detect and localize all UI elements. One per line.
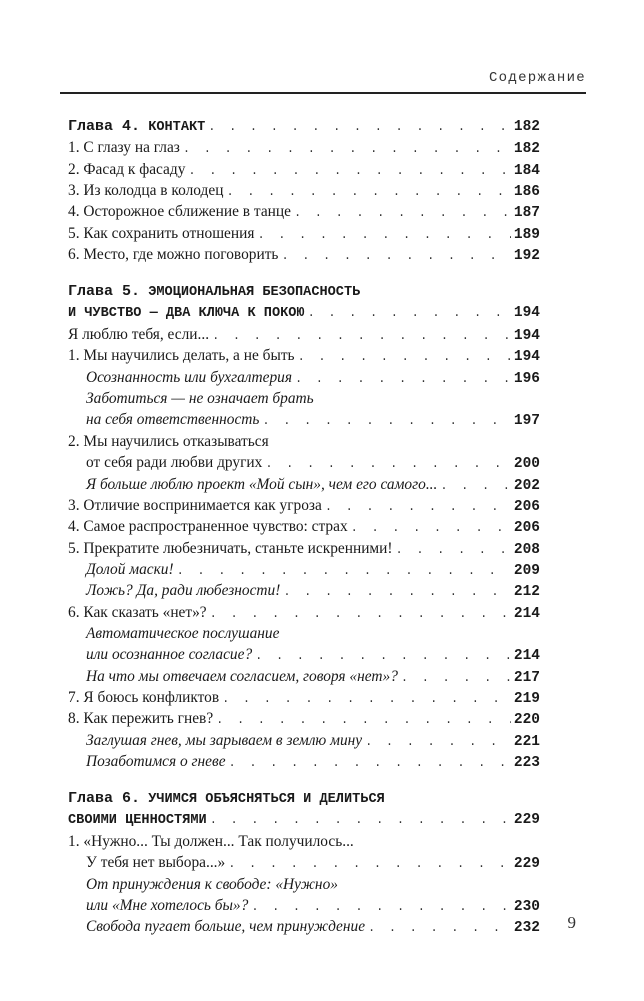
dot-leader	[281, 246, 510, 267]
toc-entry[interactable]	[68, 201, 540, 222]
toc-entry-title: или осознанное согласие?	[86, 646, 253, 664]
toc-entry-title: От принуждения к свободе: «Нужно»	[86, 875, 338, 893]
toc-page-number: 187	[513, 205, 540, 222]
toc-entry-title: 1. Мы научились делать, а не быть	[68, 347, 295, 365]
toc-entry-title: И ЧУВСТВО — ДВА КЛЮЧА К ПОКОЮ	[68, 305, 305, 321]
toc-page-number: 182	[513, 119, 540, 135]
section-gap	[68, 772, 540, 788]
dot-leader	[229, 753, 511, 774]
toc-entry[interactable]	[68, 580, 540, 601]
toc-chapter-title	[68, 116, 205, 138]
toc-entry-title: 4. Осторожное сближение в танце	[68, 203, 291, 221]
toc-entry[interactable]	[68, 623, 540, 644]
toc-chapter-label: Глава 4.	[68, 118, 141, 135]
dot-leader	[265, 454, 511, 475]
dot-leader	[396, 540, 511, 561]
toc-entry[interactable]	[68, 602, 540, 623]
dot-leader	[262, 411, 510, 432]
toc-entry[interactable]	[68, 644, 540, 665]
toc-chapter-heading[interactable]	[68, 810, 540, 831]
section-gap	[68, 265, 540, 281]
toc-entry[interactable]	[68, 916, 540, 937]
toc-page-number: 182	[513, 141, 540, 158]
toc-entry-title: 2. Фасад к фасаду	[68, 160, 186, 178]
toc-entry[interactable]	[68, 244, 540, 265]
toc-page-number: 200	[513, 456, 540, 473]
toc-entry[interactable]	[68, 852, 540, 873]
toc-entry-title: 5. Прекратите любезничать, станьте искренними!	[68, 539, 393, 557]
toc-chapter-heading[interactable]	[68, 788, 540, 809]
toc-entry[interactable]	[68, 159, 540, 180]
toc-entry[interactable]	[68, 516, 540, 537]
toc-page-number: 214	[513, 605, 540, 622]
dot-leader	[228, 854, 511, 875]
toc-entry-title: Позаботимся о гневе	[86, 752, 226, 770]
toc-entry-title: от себя ради любви других	[86, 454, 263, 472]
toc-entry-title: 7. Я боюсь конфликтов	[68, 688, 220, 706]
toc-page-number: 186	[513, 184, 540, 201]
toc-page-number: 214	[513, 648, 540, 665]
toc-entry-title: Я люблю тебя, если...	[68, 326, 210, 344]
dot-leader	[226, 182, 510, 203]
dot-leader	[325, 497, 511, 518]
toc-entry[interactable]	[68, 708, 540, 729]
toc-entry-title: Долой маски!	[86, 560, 174, 578]
toc-entry[interactable]	[68, 495, 540, 516]
dot-leader	[351, 518, 511, 539]
toc-entry-title: Заботиться — не означает брать	[86, 390, 314, 408]
dot-leader	[255, 646, 511, 667]
toc-entry[interactable]	[68, 367, 540, 388]
toc-page-number: 223	[513, 754, 540, 771]
toc-entry-title: 6. Как сказать «нет»?	[68, 603, 207, 621]
page-number: 9	[567, 913, 576, 932]
dot-leader	[212, 326, 511, 347]
toc-entry-title: 3. Из колодца в колодец	[68, 182, 224, 200]
toc-page-number: 219	[513, 690, 540, 707]
toc-entry[interactable]	[68, 538, 540, 559]
toc-chapter-label: Глава 6.	[68, 790, 141, 808]
toc-entry-title: 4. Самое распространенное чувство: страх	[68, 518, 348, 536]
toc-entry[interactable]	[68, 180, 540, 201]
header-rule	[60, 92, 586, 94]
dot-leader	[308, 303, 511, 324]
dot-leader	[401, 668, 511, 689]
toc-page-number: 196	[513, 370, 540, 387]
toc-page-number: 194	[513, 304, 540, 321]
dot-leader	[210, 810, 511, 831]
toc-entry[interactable]	[68, 223, 540, 244]
toc-page-number: 206	[513, 520, 540, 537]
dot-leader	[440, 476, 511, 497]
toc-entry[interactable]	[68, 345, 540, 366]
toc-entry-title: Заглушая гнев, мы зарываем в землю мину	[86, 731, 363, 749]
toc-page-number: 209	[513, 562, 540, 579]
toc-entry-title: Я больше люблю проект «Мой сын», чем его самого...	[86, 475, 438, 493]
toc-page-number: 194	[513, 328, 540, 345]
toc-chapter-title	[68, 788, 385, 810]
toc-chapter-heading[interactable]	[68, 281, 540, 302]
toc-page-number: 184	[513, 162, 540, 179]
dot-leader	[210, 604, 511, 625]
toc-entry[interactable]	[68, 666, 540, 687]
toc-entry[interactable]	[68, 559, 540, 580]
toc-entry[interactable]	[68, 324, 540, 345]
toc-chapter-name: ЭМОЦИОНАЛЬНАЯ БЕЗОПАСНОСТЬ	[148, 285, 361, 301]
toc-entry-title: 8. Как пережить гнев?	[68, 710, 214, 728]
toc-page-number: 232	[513, 920, 540, 937]
toc-page-number: 206	[513, 498, 540, 515]
toc-page-number: 220	[513, 712, 540, 729]
toc-page-number: 194	[513, 349, 540, 366]
dot-leader	[188, 161, 510, 182]
toc-page-number: 221	[513, 733, 540, 750]
dot-leader	[208, 117, 511, 138]
toc-entry[interactable]	[68, 730, 540, 751]
dot-leader	[294, 203, 511, 224]
toc-page-number: 229	[513, 811, 540, 828]
toc-entry[interactable]	[68, 409, 540, 430]
toc-page-number: 208	[513, 541, 540, 558]
dot-leader	[368, 918, 511, 939]
table-of-contents	[68, 116, 540, 938]
toc-entry[interactable]	[68, 687, 540, 708]
toc-entry-title: На что мы отвечаем согласием, говоря «нет»?	[86, 667, 398, 685]
toc-page-number: 212	[513, 584, 540, 601]
toc-entry-title: Свобода пугает больше, чем принуждение	[86, 918, 366, 936]
toc-chapter-title	[68, 281, 360, 303]
toc-page-number: 217	[513, 669, 540, 686]
toc-entry[interactable]	[68, 474, 540, 495]
toc-entry-title: Автоматическое послушание	[86, 624, 280, 642]
dot-leader	[251, 897, 511, 918]
dot-leader	[216, 710, 511, 731]
toc-page-number: 230	[513, 899, 540, 916]
toc-entry-title: Осознанность или бухгалтерия	[86, 368, 292, 386]
toc-entry-title: У тебя нет выбора...»	[86, 854, 226, 872]
dot-leader	[177, 561, 511, 582]
toc-entry-title: 3. Отличие воспринимается как угроза	[68, 496, 322, 514]
toc-entry[interactable]	[68, 388, 540, 409]
toc-entry[interactable]	[68, 452, 540, 473]
dot-leader	[295, 369, 511, 390]
toc-entry-title: или «Мне хотелось бы»?	[86, 897, 249, 915]
toc-entry-title: 1. С глазу на глаз	[68, 139, 180, 157]
toc-page-number: 192	[513, 248, 540, 265]
toc-page-number: 189	[513, 226, 540, 243]
toc-chapter-name: УЧИМСЯ ОБЪЯСНЯТЬСЯ И ДЕЛИТЬСЯ	[148, 792, 385, 808]
toc-chapter-heading[interactable]	[68, 303, 540, 324]
toc-page-number: 197	[513, 413, 540, 430]
toc-entry-title: 1. «Нужно... Ты должен... Так получилось...	[68, 833, 354, 850]
toc-page-number: 202	[513, 477, 540, 494]
toc-chapter-name: КОНТАКТ	[148, 120, 206, 135]
running-header: Содержание	[488, 70, 586, 86]
toc-entry[interactable]	[68, 751, 540, 772]
dot-leader	[365, 732, 511, 753]
toc-entry[interactable]	[68, 831, 540, 852]
toc-entry-title: СВОИМИ ЦЕННОСТЯМИ	[68, 812, 207, 828]
toc-page-number: 229	[513, 856, 540, 873]
toc-chapter-label: Глава 5.	[68, 283, 141, 301]
dot-leader	[183, 139, 511, 160]
dot-leader	[257, 225, 510, 246]
toc-entry[interactable]	[68, 431, 540, 452]
toc-entry[interactable]	[68, 874, 540, 895]
dot-leader	[222, 689, 511, 710]
dot-leader	[298, 347, 511, 368]
toc-entry-title: 6. Место, где можно поговорить	[68, 246, 279, 264]
toc-entry-title: 2. Мы научились отказываться	[68, 432, 269, 450]
toc-entry-title: 5. Как сохранить отношения	[68, 224, 255, 242]
toc-entry-title: на себя ответственность	[86, 411, 260, 429]
dot-leader	[283, 582, 511, 603]
toc-entry[interactable]	[68, 137, 540, 158]
toc-chapter-heading[interactable]	[68, 116, 540, 137]
toc-entry[interactable]	[68, 895, 540, 916]
toc-entry-title: Ложь? Да, ради любезности!	[86, 582, 281, 600]
